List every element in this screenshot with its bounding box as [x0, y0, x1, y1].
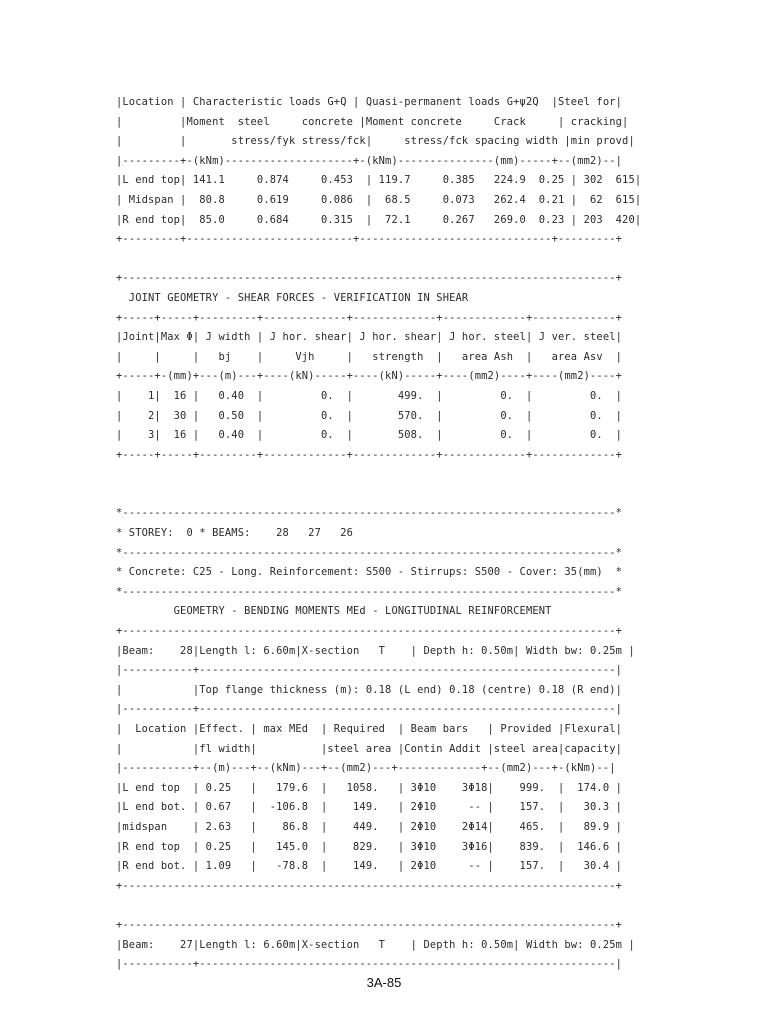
report-line: GEOMETRY - BENDING MOMENTS MEd - LONGITUDINAL REINFORCEMENT	[116, 605, 552, 618]
report-line: | |Moment steel concrete |Moment concrete Crack | cracking|	[116, 115, 629, 128]
report-line: |Joint|Max Φ| J width | J hor. shear| J hor. shear| J hor. steel| J ver. steel|	[116, 331, 623, 344]
report-line: |R end bot. | 1.09 | -78.8 | 149. | 2Φ10 -- | 157. | 30.4 |	[116, 860, 623, 873]
report-line: +-----------------------------------------------------------------------------+	[116, 272, 623, 285]
report-line: | | | bj | Vjh | strength | area Ash | area Asv |	[116, 350, 623, 363]
report-line: |Beam: 28|Length l: 6.60m|X-section T | Depth h: 0.50m| Width bw: 0.25m |	[116, 644, 635, 657]
report-line: +-----+-----+---------+-------------+-------------+-------------+-------------+	[116, 448, 623, 461]
report-line: | 1| 16 | 0.40 | 0. | 499. | 0. | 0. |	[116, 389, 623, 402]
report-line: *-----------------------------------------------------------------------------*	[116, 546, 623, 559]
report-line: *-----------------------------------------------------------------------------*	[116, 507, 623, 520]
report-line: | Midspan | 80.8 0.619 0.086 | 68.5 0.073 262.4 0.21 | 62 615|	[116, 193, 642, 206]
report-line	[116, 896, 641, 916]
report-line: | | stress/fyk stress/fck| stress/fck spacing width |min provd|	[116, 135, 635, 148]
report-line: |---------+-(kNm)--------------------+-(kNm)---------------(mm)-----+--(mm2)--|	[116, 154, 623, 167]
report-line: JOINT GEOMETRY - SHEAR FORCES - VERIFICATION IN SHEAR	[116, 291, 469, 304]
report-line	[116, 485, 641, 505]
report-line	[116, 250, 641, 270]
report-line: +-----------------------------------------------------------------------------+	[116, 879, 623, 892]
report-line: |L end top| 141.1 0.874 0.453 | 119.7 0.385 224.9 0.25 | 302 615|	[116, 174, 642, 187]
report-line: |midspan | 2.63 | 86.8 | 449. | 2Φ10 2Φ14| 465. | 89.9 |	[116, 820, 623, 833]
report-line: +-----+-----+---------+-------------+-------------+-------------+-------------+	[116, 311, 623, 324]
report-line: +-----------------------------------------------------------------------------+	[116, 918, 623, 931]
report-line: | |Top flange thickness (m): 0.18 (L end) 0.18 (centre) 0.18 (R end)|	[116, 683, 623, 696]
report-line: | Location |Effect. | max MEd | Required | Beam bars | Provided |Flexural|	[116, 723, 623, 735]
report-line: +---------+--------------------------+------------------------------+---------+	[116, 233, 623, 246]
report-line: +-----+-(mm)+---(m)---+----(kN)-----+----(kN)-----+----(mm2)----+----(mm2)----+	[116, 370, 623, 383]
report-line: * Concrete: C25 - Long. Reinforcement: S500 - Stirrups: S500 - Cover: 35(mm) *	[116, 566, 623, 579]
report-line: |L end bot. | 0.67 | -106.8 | 149. | 2Φ10 -- | 157. | 30.3 |	[116, 801, 623, 814]
page-number: 3A-85	[366, 975, 402, 990]
report-line: *-----------------------------------------------------------------------------*	[116, 585, 623, 598]
report-line: |R end top| 85.0 0.684 0.315 | 72.1 0.267 269.0 0.23 | 203 420|	[116, 213, 642, 226]
report-line	[116, 465, 641, 485]
report-line: +-----------------------------------------------------------------------------+	[116, 625, 623, 638]
report-line: |-----------+--(m)---+--(kNm)---+--(mm2)---+-------------+--(mm2)---+-(kNm)--|	[116, 762, 616, 775]
report-line: |Beam: 27|Length l: 6.60m|X-section T | Depth h: 0.50m| Width bw: 0.25m |	[116, 938, 635, 951]
report-line: |R end top | 0.25 | 145.0 | 829. | 3Φ10 3Φ16| 839. | 146.6 |	[116, 840, 623, 853]
report-line: | 3| 16 | 0.40 | 0. | 508. | 0. | 0. |	[116, 429, 623, 442]
report-line: | |fl width| |steel area |Contin Addit |steel area|capacity|	[116, 742, 623, 755]
report-text	[116, 93, 641, 975]
report-line: |-----------+-----------------------------------------------------------------|	[116, 664, 623, 677]
report-line: |-----------+-----------------------------------------------------------------|	[116, 958, 623, 971]
report-line: |Location | Characteristic loads G+Q | Quasi-permanent loads G+ψ2Q |Steel for|	[116, 96, 623, 108]
report-line: |-----------+-----------------------------------------------------------------|	[116, 703, 623, 716]
report-line: * STOREY: 0 * BEAMS: 28 27 26	[116, 527, 354, 540]
report-line: |L end top | 0.25 | 179.6 | 1058. | 3Φ10 3Φ18| 999. | 174.0 |	[116, 781, 623, 794]
report-line: | 2| 30 | 0.50 | 0. | 570. | 0. | 0. |	[116, 409, 623, 422]
